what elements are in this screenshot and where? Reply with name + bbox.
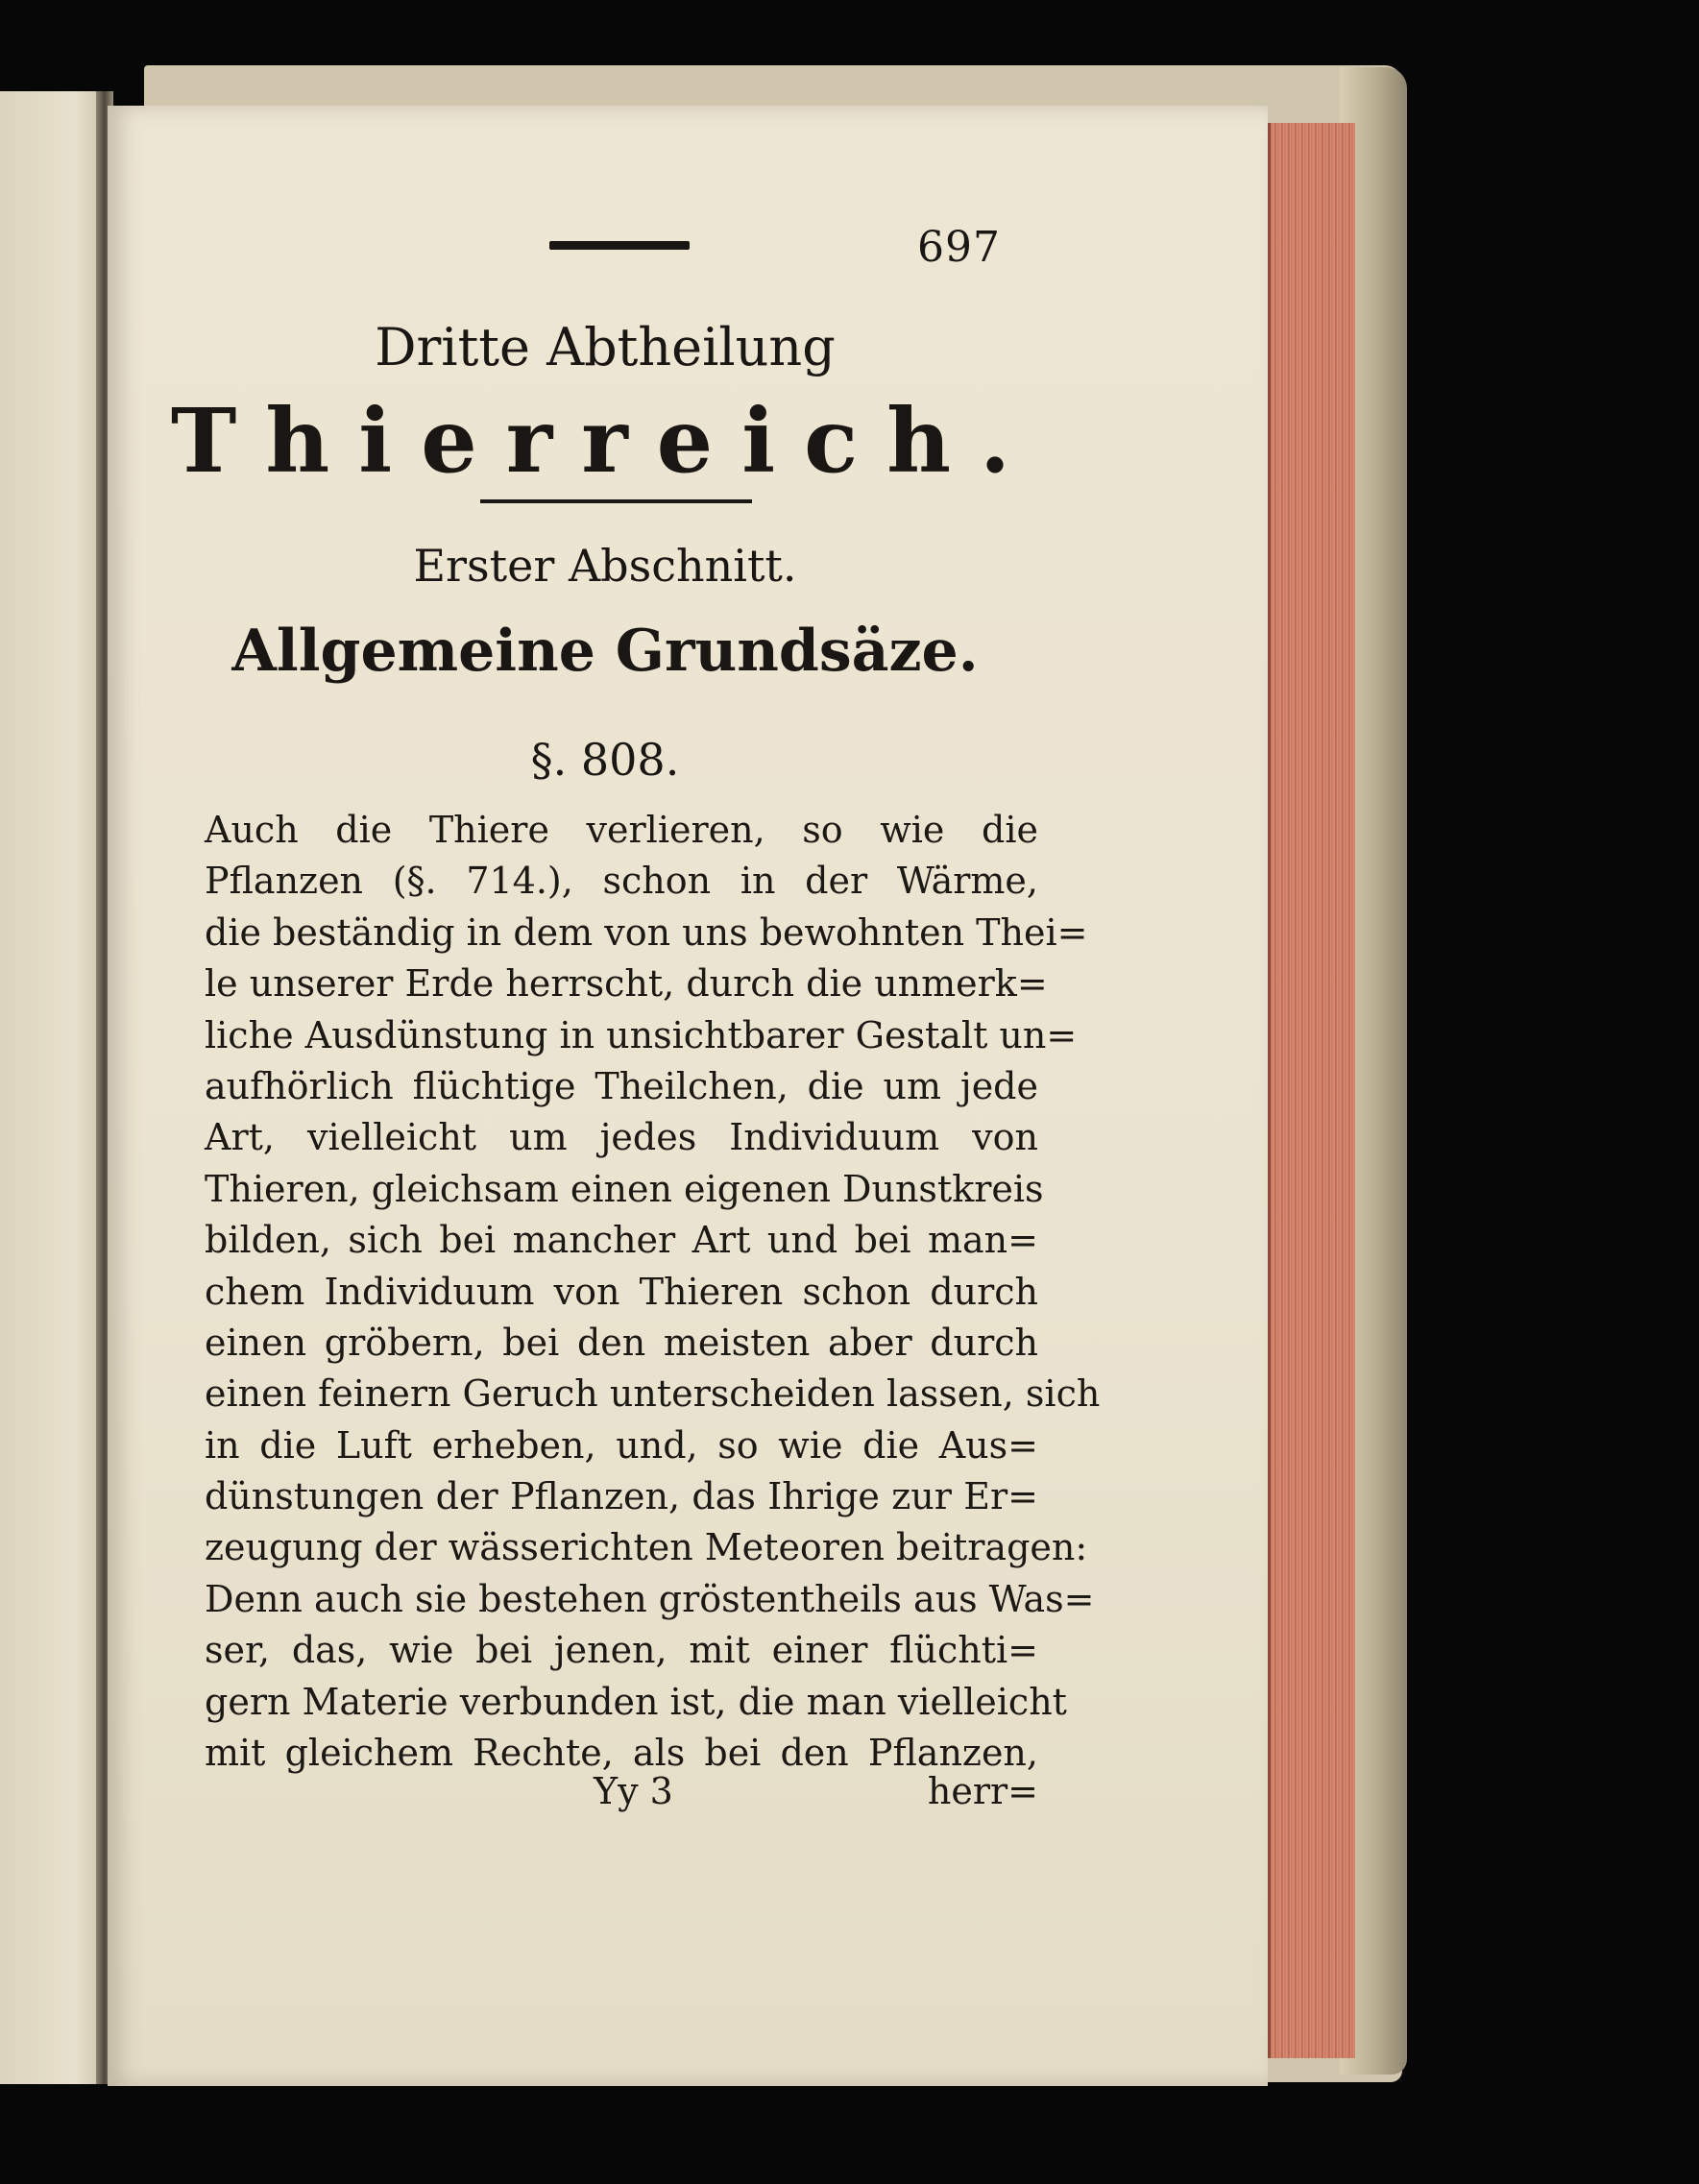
text-line: Pflanzen (§. 714.), schon in der Wärme, (205, 860, 1038, 903)
text-line: in die Luft erheben, und, so wie die Aus= (205, 1423, 1038, 1467)
division-heading: Dritte Abtheilung (375, 317, 836, 377)
text-line: bilden, sich bei mancher Art und bei man= (205, 1219, 1038, 1262)
title-rule (480, 499, 752, 503)
header-rule (549, 241, 690, 250)
text-line: Denn auch sie bestehen gröstentheils aus Was= (205, 1577, 1095, 1620)
kingdom-title: Thierreich. (170, 389, 1040, 493)
text-line: Auch die Thiere verlieren, so wie die (205, 809, 1038, 851)
text-line: dünstungen der Pflanzen, das Ihrige zur Er= (205, 1475, 1038, 1518)
body-paragraph (205, 805, 1101, 1779)
text-line: Thieren, gleichsam einen eigenen Dunstkreis (205, 1167, 1044, 1210)
text-line: chem Individuum von Thieren schon durch (205, 1270, 1038, 1313)
section-number: §. 808. (530, 734, 680, 786)
catchword: herr= (927, 1770, 1038, 1812)
chapter-title: Allgemeine Grundsäze. (231, 618, 979, 685)
text-line: ser, das, wie bei jenen, mit einer flüchti= (205, 1629, 1038, 1672)
text-line: zeugung der wässerichten Meteoren beitragen: (205, 1526, 1088, 1569)
text-line: aufhörlich flüchtige Theilchen, die um jede (205, 1064, 1038, 1107)
page-block-edges (1268, 123, 1355, 2058)
text-line: gern Materie verbunden ist, die man vielleicht (205, 1680, 1067, 1723)
left-page-edge (0, 91, 108, 2084)
text-line: einen gröbern, bei den meisten aber durch (205, 1321, 1038, 1364)
text-line: die beständig in dem von uns bewohnten Thei= (205, 910, 1088, 954)
text-line: einen feinern Geruch unterscheiden lassen, sich (205, 1372, 1101, 1416)
text-line: le unserer Erde herrscht, durch die unmerk= (205, 962, 1048, 1006)
text-line: mit gleichem Rechte, als bei den Pflanzen, (205, 1732, 1038, 1775)
signature-mark: Yy 3 (594, 1770, 673, 1812)
chapter-heading: Erster Abschnitt. (413, 540, 797, 592)
text-line: Art, vielleicht um jedes Individuum von (205, 1116, 1038, 1159)
page-footer (205, 1770, 1038, 1818)
text-line: liche Ausdünstung in unsichtbarer Gestalt un= (205, 1013, 1078, 1056)
page-number: 697 (917, 223, 1001, 272)
